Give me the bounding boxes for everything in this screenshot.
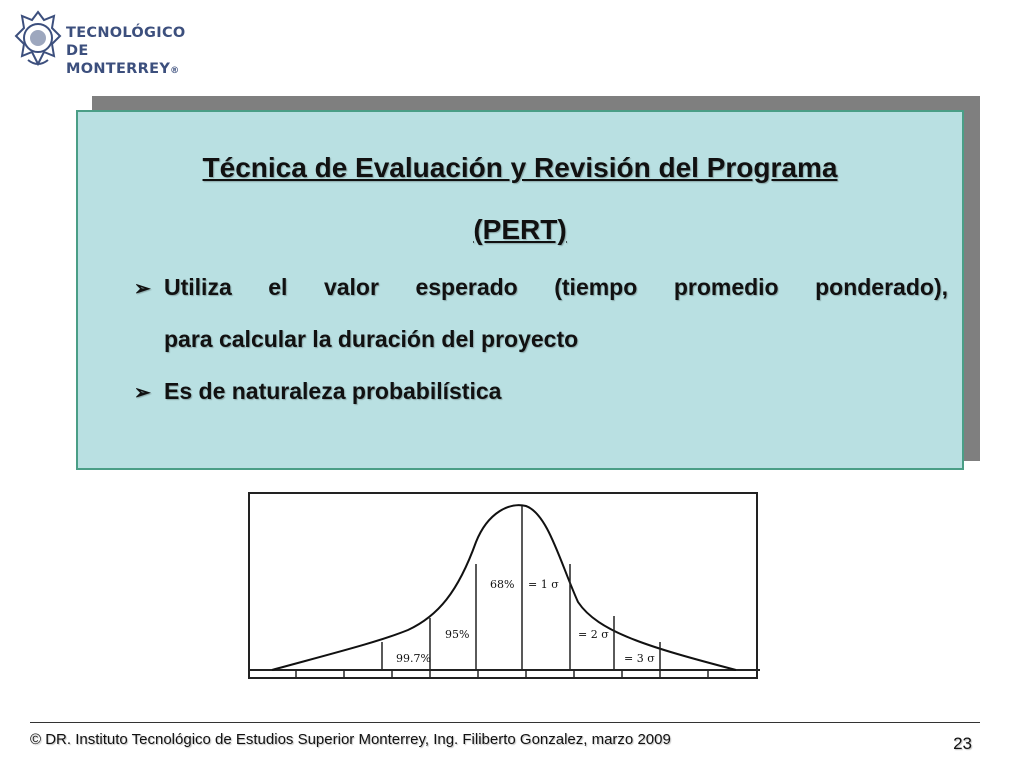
bullet-1-word: esperado [415,274,518,300]
label-95-percent: 95% [445,628,470,641]
bullet-1-line-2: para calcular la duración del proyecto [164,326,579,352]
logo-text [66,24,194,80]
content-box [76,110,964,470]
normal-distribution-figure [248,492,760,680]
institution-logo [14,10,194,77]
logo-line-1: TECNOLÓGICO [66,25,186,41]
arrow-bullet-icon: ➢ [134,278,151,300]
slide-title-line-1: Técnica de Evaluación y Revisión del Programa [202,152,838,183]
label-1-sigma: = 1 σ [528,578,559,591]
page-number: 23 [953,734,972,753]
logo-line-2: DE MONTERREY® [66,43,180,77]
bullet-1-word: promedio [673,274,779,300]
footer-copyright: © DR. Instituto Tecnológico de Estudios Superior Monterrey, Ing. Filiberto Gonzalez, marzo 2009 [30,731,671,748]
footer-divider [30,722,980,723]
label-99-7-percent: 99.7% [396,652,431,665]
label-3-sigma: = 3 σ [624,652,655,665]
label-2-sigma: = 2 σ [578,628,609,641]
bullet-1-word: (tiempo [554,274,638,300]
bullet-1-word: el [268,274,288,300]
bullet-1-line-1 [164,274,948,301]
arrow-bullet-icon: ➢ [134,382,151,404]
bullet-1-word: ponderado), [815,274,948,300]
bullet-1-word: valor [323,274,379,300]
slide-title-line-2: (PERT) [473,214,567,245]
label-68-percent: 68% [490,578,515,591]
bullet-1-word: Utiliza [164,274,232,300]
seal-icon [14,10,62,70]
bullet-2-text: Es de naturaleza probabilística [164,378,502,404]
